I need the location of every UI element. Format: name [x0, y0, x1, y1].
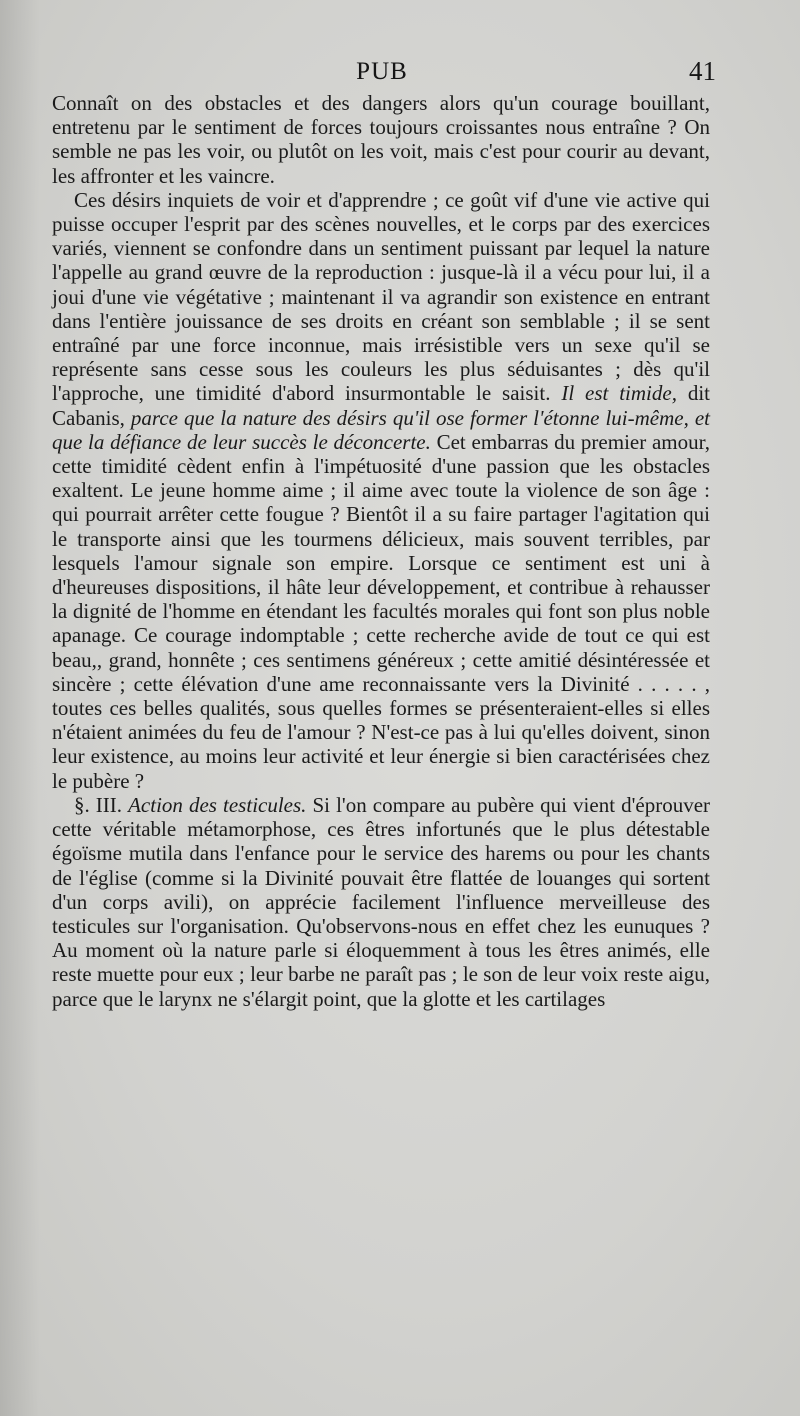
paragraph-3 — [52, 793, 710, 1011]
section-heading: Action des testicules. — [128, 792, 307, 817]
paragraph-text: Ces désirs inquiets de voir et d'apprendre ; ce goût vif d'une vie active qui puisse occuper l'esprit par des scènes nouvelles, et le corps par des exercices variés, viennent se confondre dans un sentiment puissant par lequel la nature l'appelle au grand œuvre de la reproduction : jusque-là il a vécu pour lui, il a joui d'une vie végétative ; maintenant il va agrandir son existence en entrant dans l'entière jouissance de ses droits en créant son semblable ; il se sent entraîné par une force inconnue, mais irrésistible vers un sexe qu'il se représente sans cesse sous les couleurs les plus séduisantes ; dès qu'il l'approche, une timidité d'abord insurmontable le saisit. — [52, 187, 710, 406]
paragraph-text: Cet embarras du premier amour, cette timidité cèdent enfin à l'impétuosité d'une passion que les obstacles exaltent. Le jeune homme aime ; il aime avec toute la violence de son âge : qui pourrait arrêter cette fougue ? Bientôt il a su faire partager l'agitation qui le transporte ainsi que les tourmens délicieux, mais souvent terribles, par lesquels l'amour signale son empire. Lorsque ce sentiment est uni à d'heureuses dispositions, il hâte leur développement, et contribue à rehausser la dignité de l'homme en étendant les facultés morales qui font son plus noble apanage. Ce courage indomptable ; cette recherche avide de tout ce qui est beau,, grand, honnête ; ces sentimens généreux ; cette amitié désintéressée et sincère ; cette élévation d'une ame reconnaissante vers la Divinité . . . . . , toutes ces belles qualités, sous quelles formes se présenteraient-elles si elles n'étaient animées du feu de l'amour ? N'est-ce pas à lui qu'elles doivent, sinon leur existence, au moins leur activité et leur énergie si bien caractérisées chez le pubère ? — [52, 429, 710, 793]
section-number: §. III. — [74, 792, 123, 817]
page-number: 41 — [689, 56, 716, 86]
italic-quote-start: Il est timide, — [561, 381, 677, 406]
paragraph-2 — [52, 188, 710, 793]
spine-shadow — [0, 0, 40, 1416]
italic-quote-cabanis: parce que la nature des désirs qu'il ose former l'étonne lui-même, et que la défiance de leur succès le déconcerte. — [52, 405, 711, 454]
running-head: PUB — [356, 58, 408, 85]
attribution-cabanis: dit Cabanis, — [52, 381, 711, 430]
paragraph-text: Si l'on compare au pubère qui vient d'éprouver cette véritable métamorphose, ces êtres infortunés que le plus détestable égoïsme mutila dans l'enfance pour le service des harems ou pour les chants de l'église (comme si la Divinité pouvait être flattée de louanges qui sortent d'un corps avili), on apprécie facilement l'influence merveilleuse des testicules sur l'organisation. Qu'observons-nous en effet chez les eunuques ? Au moment où la nature parle si éloquemment à tous les êtres animés, elle reste muette pour eux ; leur barbe ne paraît pas ; le son de leur voix reste aigu, parce que le larynx ne s'élargit point, que la glotte et les cartilages — [52, 792, 711, 1011]
paragraph-text: Connaît on des obstacles et des dangers alors qu'un courage bouillant, entretenu par le sentiment de forces toujours croissantes nous entraîne ? On semble ne pas les voir, ou plutôt on les voit, mais c'est pour courir au devant, les affronter et les vaincre. — [52, 91, 710, 188]
paragraph-1 — [52, 91, 710, 188]
body-text — [52, 91, 710, 1011]
page-header — [52, 56, 716, 92]
